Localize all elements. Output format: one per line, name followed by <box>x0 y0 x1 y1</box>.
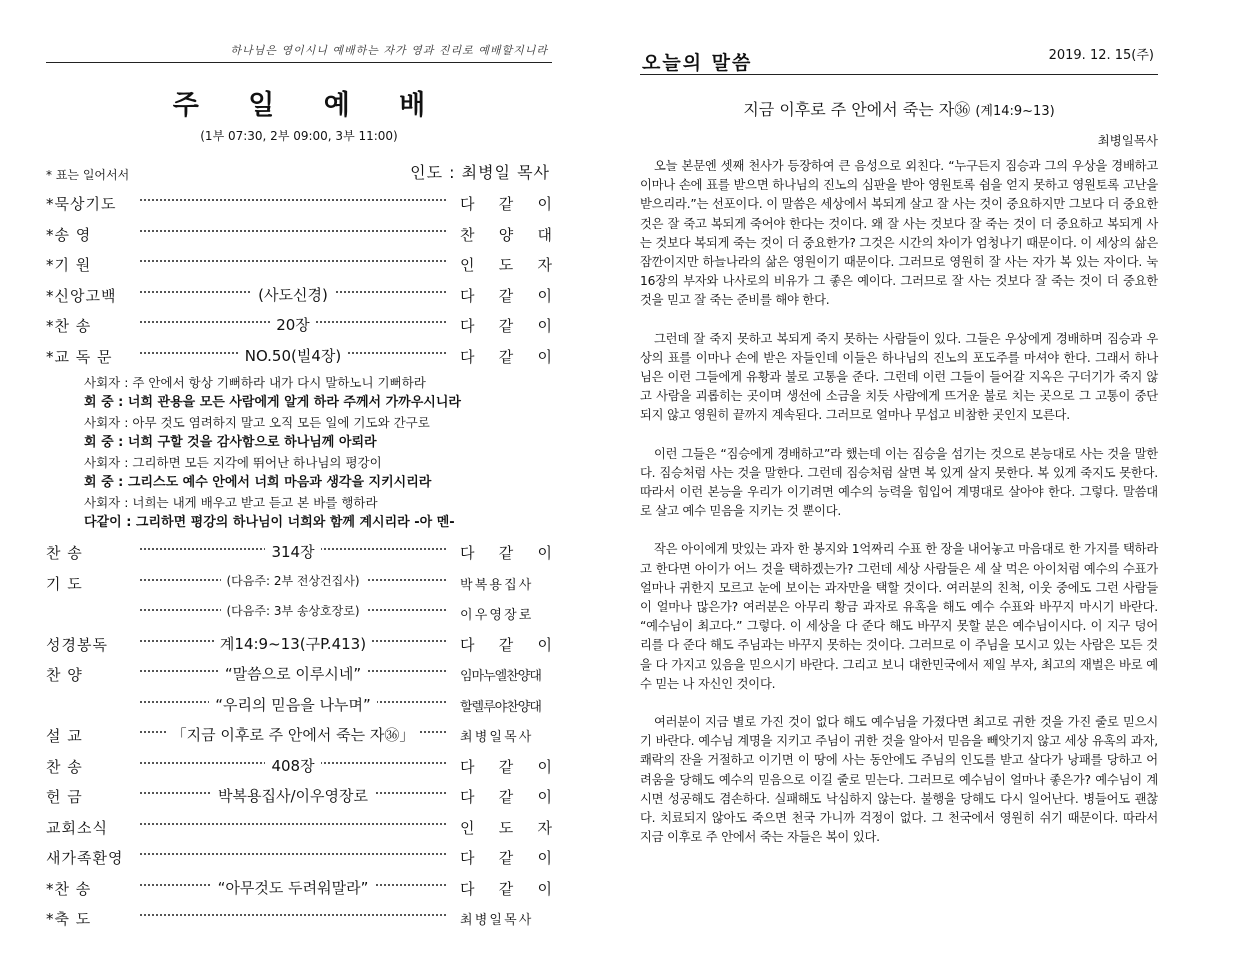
order-item <box>156 345 430 366</box>
order-item-text: 408장 <box>265 757 320 775</box>
order-item-text: 314장 <box>265 543 320 561</box>
order-responsible: 임마누엘찬양대 <box>460 669 541 684</box>
reading-line: 사회자 : 그리하면 모든 지각에 뛰어난 하나님의 평강이 <box>84 455 382 470</box>
order-item <box>156 877 430 898</box>
order-item <box>156 694 430 715</box>
order-label: 헌 금 <box>46 788 83 806</box>
order-responsible: 인 도 자 <box>460 256 552 274</box>
order-row <box>46 280 552 311</box>
worship-order-page <box>46 40 552 934</box>
page-title: 주 일 예 배 <box>172 90 446 121</box>
order-label: *교 독 문 <box>46 347 113 366</box>
order-label: *축 도 <box>46 910 92 928</box>
order-label: 찬 양 <box>46 666 83 684</box>
order-responsible: 다 같 이 <box>460 635 552 654</box>
column-title: 오늘의 말씀 <box>642 52 753 74</box>
order-item-text: 20장 <box>270 316 316 334</box>
order-item <box>156 724 430 745</box>
order-responsible: 다 같 이 <box>460 195 552 213</box>
order-label: 새가족환영 <box>46 849 124 867</box>
sermon-page <box>640 40 1158 867</box>
reading-line: 사회자 : 주 안에서 항상 기뻐하라 내가 다시 말하노니 기뻐하라 <box>84 375 426 390</box>
order-label: 기 도 <box>46 574 83 593</box>
order-row <box>46 568 552 599</box>
order-row <box>46 842 552 873</box>
leader-dots <box>140 914 446 916</box>
sermon-paragraph: 이런 그들은 “짐승에게 경배하고”라 했는데 이는 짐승을 섬기는 것으로 본능대로 사는 것을 말한다. 짐승처럼 사는 것을 말한다. 그런데 짐승처럼 살면 복 있게 살지 못한다. 복 있게 죽지도 못한다. 따라서 이런 본능을 우리가 이기려면 예수의 능력을 힘입어 계명대로 살아야 한다. 그렇다. 말씀대로 살고 예수 믿음을 지키는 것 뿐이다. <box>640 446 1158 519</box>
order-label: *송 영 <box>46 225 92 244</box>
sermon-reference: (계14:9~13) <box>975 104 1055 119</box>
order-label: 설 교 <box>46 727 83 745</box>
order-row <box>46 812 552 843</box>
order-row <box>46 219 552 250</box>
order-responsible: 인 도 자 <box>460 818 552 837</box>
sermon-paragraph: 여러분이 지금 별로 가진 것이 없다 해도 예수님을 가졌다면 최고로 귀한 것을 가진 줄로 믿으시기 바란다. 예수님 계명을 지키고 주님이 귀한 것을 알아서 믿음을 빼앗기지 않고 세상 유혹의 과자, 쾌락의 잔을 거절하고 이기면 이 땅에 사는 동안에도 주님의 인도를 받고 살다가 낭패를 당하고 어려움을 당해도 예수의 믿음으로 이길 줄로 믿는다. 그러므로 예수님이 얼마나 좋은가? 예수님이 계시면 성공해도 겸손하다. 실패해도 낙심하지 않는다. 불행을 당해도 다시 일어난다. 병들어도 괜찮다. 치료되지 않아도 죽으면 천국 가니까 걱정이 없다. 그 천국에서 영원히 쉬기 때문이다. 따라서 지금 이후로 주 안에서 죽는 자들은 복이 있다. <box>640 715 1158 845</box>
order-row <box>46 873 552 904</box>
sermon-paragraph: 그런데 잘 죽지 못하고 복되게 죽지 못하는 사람들이 있다. 그들은 우상에게 경배하며 짐승과 우상의 표를 이마나 손에 받은 자들인데 이들은 하나님의 진노의 포도주를 마셔야 한다. 그래서 하나님은 이런 그들에게 유황과 불로 고통을 준다. 그런데 이런 그들이 들어갈 지옥은 구더기가 죽지 않고 사람을 괴롭히는 곳이며 생선에 소금을 치듯 사람에게 뜨거운 불로 치는 곳으로 그 고통이 중단되지 않고 영원히 끝까지 계속된다. 그러므로 얼마나 무섭고 비참한 곳인지 모른다. <box>640 331 1158 423</box>
date: 2019. 12. 15(주) <box>1048 48 1154 63</box>
order-bottom <box>46 537 552 934</box>
order-responsible: 이 우 영 장 로 <box>460 608 531 623</box>
reading-line: 회 중 : 그리스도 예수 안에서 너희 마음과 생각을 지키시리라 <box>84 475 432 490</box>
reading-line: 회 중 : 너희 관용을 모든 사람에게 알게 하라 주께서 가까우시니라 <box>84 395 461 410</box>
order-responsible: 다 같 이 <box>460 788 552 806</box>
order-row <box>46 751 552 782</box>
order-row <box>46 310 552 341</box>
order-responsible: 최 병 일 목 사 <box>460 730 531 745</box>
sermon-header <box>640 40 1158 75</box>
order-item-text: 박복용집사/이우영장로 <box>212 787 374 805</box>
order-item-text: 계14:9~13(구P.413) <box>214 635 372 653</box>
order-item-text: (사도신경) <box>252 286 334 304</box>
order-item <box>156 785 430 806</box>
order-responsible: 박 복 용 집 사 <box>460 577 531 593</box>
sermon-title-text: 지금 이후로 주 안에서 죽는 자㊱ <box>743 100 971 119</box>
reading-line: 회 중 : 너희 구할 것을 감사함으로 하나님께 아뢰라 <box>84 435 377 450</box>
order-item <box>156 663 430 684</box>
order-item <box>156 755 430 776</box>
reading-line: 다같이 : 그리하면 평강의 하나님이 너희와 함께 계시리라 -아 멘- <box>84 515 455 530</box>
order-row <box>46 537 552 568</box>
leader: 인도 : 최병일 목사 <box>410 163 550 182</box>
order-label: *신앙고백 <box>46 286 117 305</box>
author: 최병일목사 <box>1097 133 1158 148</box>
order-responsible: 다 같 이 <box>460 544 552 562</box>
order-row <box>46 659 552 690</box>
order-label: *찬 송 <box>46 879 92 898</box>
order-top <box>46 188 552 371</box>
order-item <box>156 541 430 562</box>
order-label: 찬 송 <box>46 757 83 776</box>
order-label: *찬 송 <box>46 317 92 335</box>
order-row <box>46 903 552 934</box>
sermon-body <box>640 157 1158 848</box>
order-item <box>156 633 430 654</box>
order-item-text: (다음주: 3부 송상호장로) <box>221 604 366 618</box>
stand-note: * 표는 일어서서 <box>46 168 130 182</box>
leader-dots <box>140 260 446 262</box>
order-row <box>46 720 552 751</box>
order-responsible: 다 같 이 <box>460 317 552 335</box>
order-item <box>156 602 430 619</box>
leader-dots <box>140 823 446 825</box>
reading-line: 사회자 : 너희는 내게 배우고 받고 듣고 본 바를 행하라 <box>84 495 378 510</box>
order-responsible: 다 같 이 <box>460 879 552 898</box>
order-label: 성경봉독 <box>46 635 108 654</box>
order-responsible: 최 병 일 목 사 <box>460 913 531 928</box>
order-responsible: 다 같 이 <box>460 757 552 776</box>
leader-dots <box>140 230 446 232</box>
order-row <box>46 341 552 372</box>
order-responsible: 다 같 이 <box>460 286 552 305</box>
order-item-text: “우리의 믿음을 나누며” <box>209 696 377 714</box>
order-row <box>46 249 552 280</box>
order-item <box>156 572 430 589</box>
sermon-title <box>640 97 1158 121</box>
order-responsible: 다 같 이 <box>460 347 552 366</box>
sermon-paragraph: 작은 아이에게 맛있는 과자 한 봉지와 1억짜리 수표 한 장을 내어놓고 마음대로 한 가지를 택하라고 한다면 아이가 어느 것을 택하겠는가? 그런데 세상 사람들은 세 살 먹은 아이처럼 예수의 수표가 얼마나 귀한지 모르고 눈에 보이는 과자만을 택할 것이다. 여러분의 친척, 이웃 중에도 그런 사람들이 얼마나 많은가? 여러분은 아무리 황금 과자로 유혹을 해도 예수 수표와 바꾸지 마시기 바란다. “예수님이 최고다.” 그렇다. 이 세상을 다 준다 해도 바꾸지 못할 분은 예수님이시다. 이 지구 덩어리를 다 준다 해도 주님과는 바꾸지 못하는 것이다. 그러므로 이 주님을 모시고 있는 사람은 모든 것을 다 가지고 있음을 믿으시기 바란다. 그리고 보니 대한민국에서 제일 부자, 최고의 재벌은 바로 예수 믿는 나 자신인 것이다. <box>640 542 1158 691</box>
order-label: 교회소식 <box>46 818 108 837</box>
order-responsible: 찬 양 대 <box>460 225 552 244</box>
motto: 하나님은 영이시니 예배하는 자가 영과 진리로 예배할지니라 <box>230 44 548 57</box>
order-item-text: “아무것도 두려워말라” <box>212 879 375 897</box>
order-item-text: 「지금 이후로 주 안에서 죽는 자㊱」 <box>166 726 421 744</box>
order-label: *기 원 <box>46 256 92 274</box>
service-times: (1부 07:30, 2부 09:00, 3부 11:00) <box>200 129 398 143</box>
order-item-text: NO.50(빌4장) <box>239 347 348 365</box>
order-row <box>46 188 552 219</box>
order-row <box>46 598 552 629</box>
leader-dots <box>140 853 446 855</box>
order-item-text: (다음주: 2부 전상건집사) <box>221 574 366 588</box>
order-responsible: 할렐루야찬양대 <box>460 699 541 715</box>
order-row <box>46 781 552 812</box>
order-label: *묵상기도 <box>46 195 117 213</box>
divider <box>46 62 552 63</box>
reading-line: 사회자 : 아무 것도 염려하지 말고 오직 모든 일에 기도와 간구로 <box>84 415 430 430</box>
sermon-paragraph: 오늘 본문엔 셋째 천사가 등장하여 큰 음성으로 외친다. “누구든지 짐승과 그의 우상을 경배하고 이마나 손에 표를 받으면 하나님의 진노의 심판을 받아 영원토록 쉼을 얻지 못하고 영원토록 고난을 받으리라.”는 선포이다. 이 말씀은 세상에서 복되게 살고 잘 사는 것이 중요하지만 그보다 더 중요한 것은 잘 죽고 복되게 죽어야 한다는 것이다. 왜 잘 사는 것보다 잘 죽는 것이 더 중요하고 복되게 사는 것보다 복되게 죽는 것이 더 중요한가? 그것은 시간의 차이가 엄청나기 때문이다. 이 세상의 삶은 잠깐이지만 하늘나라의 삶은 영원이기 때문이다. 그러므로 영원히 잘 사는 자가 복 있는 자이다. 눅16장의 부자와 나사로의 비유가 그 좋은 예이다. 그러므로 잘 사는 것보다 잘 죽는 것이 더 중요한 것을 믿고 잘 죽는 준비를 해야 한다. <box>640 159 1158 308</box>
order-item <box>156 314 430 335</box>
leader-dots <box>140 199 446 201</box>
order-row <box>46 690 552 721</box>
order-responsible: 다 같 이 <box>460 849 552 867</box>
order-row <box>46 629 552 660</box>
order-item-text: “말씀으로 이루시네” <box>219 665 367 683</box>
responsive-reading <box>46 373 552 533</box>
order-label: 찬 송 <box>46 544 83 562</box>
order-item <box>156 284 430 305</box>
order-header <box>46 158 552 188</box>
